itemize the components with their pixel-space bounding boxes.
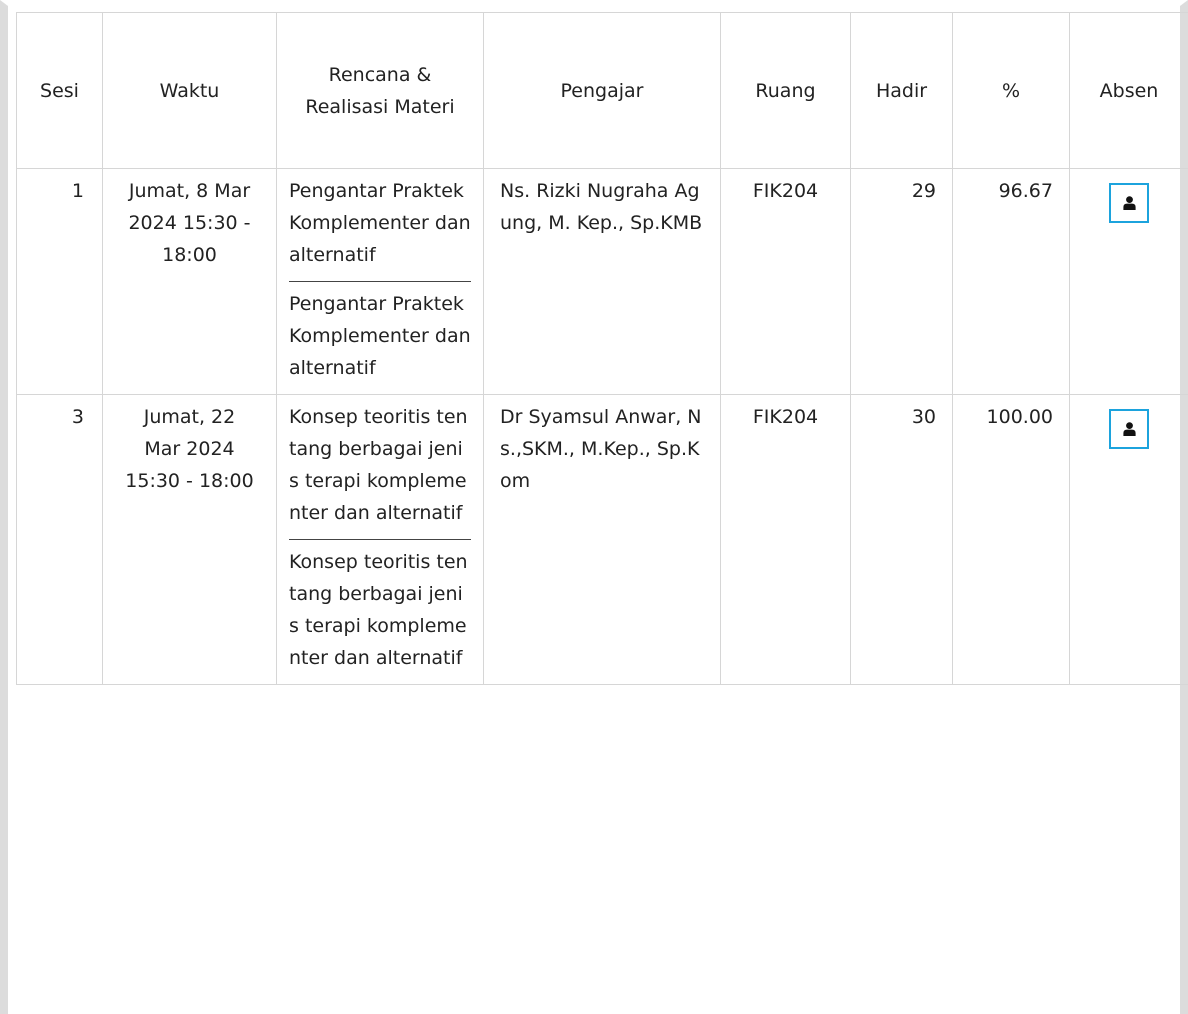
materi-realisasi: Pengantar Praktek Komplementer dan alternatif [289,293,471,379]
cell-sesi: 3 [17,395,103,685]
header-ruang: Ruang [721,13,851,169]
header-waktu: Waktu [103,13,277,169]
header-sesi: Sesi [17,13,103,169]
cell-materi [277,395,484,685]
table-row [17,395,1188,685]
cell-persen: 96.67 [953,169,1070,395]
user-icon [1123,196,1136,210]
absen-button[interactable] [1109,183,1149,223]
cell-pengajar: Dr Syamsul Anwar, Ns.,SKM., M.Kep., Sp.Kom [484,395,721,685]
header-materi: Rencana & Realisasi Materi [277,13,484,169]
materi-rencana: Konsep teoritis tentang berbagai jenis terapi komplementer dan alternatif [289,406,468,524]
header-absen: Absen [1070,13,1188,169]
cell-hadir: 30 [851,395,953,685]
header-hadir: Hadir [851,13,953,169]
materi-divider [289,539,471,540]
cell-waktu: Jumat, 8 Mar 2024 15:30 - 18:00 [103,169,277,395]
cell-absen [1070,395,1188,685]
materi-rencana: Pengantar Praktek Komplementer dan alternatif [289,180,471,266]
header-persen: % [953,13,1070,169]
absen-button[interactable] [1109,409,1149,449]
table-header-row [17,13,1188,169]
user-icon [1123,422,1136,436]
cell-pengajar: Ns. Rizki Nugraha Agung, M. Kep., Sp.KMB [484,169,721,395]
cell-ruang: FIK204 [721,395,851,685]
cell-materi [277,169,484,395]
cell-ruang: FIK204 [721,169,851,395]
cell-waktu: Jumat, 22 Mar 2024 15:30 - 18:00 [103,395,277,685]
cell-absen [1070,169,1188,395]
cell-persen: 100.00 [953,395,1070,685]
materi-realisasi: Konsep teoritis tentang berbagai jenis terapi komplementer dan alternatif [289,551,468,669]
cell-sesi: 1 [17,169,103,395]
cell-hadir: 29 [851,169,953,395]
table-row [17,169,1188,395]
header-pengajar: Pengajar [484,13,721,169]
attendance-table [16,12,1188,685]
materi-divider [289,281,471,282]
